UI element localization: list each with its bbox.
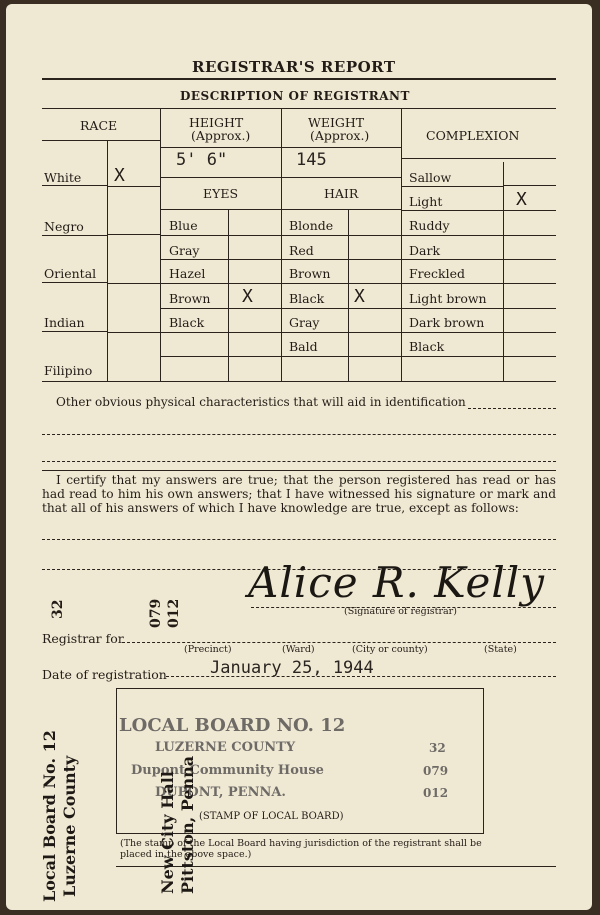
height-approx: (Approx.) — [191, 128, 251, 143]
complexion-check-mark: X — [516, 189, 527, 210]
weight-approx: (Approx.) — [310, 128, 370, 143]
other-characteristics-label: Other obvious physical characteristics that will aid in identification — [56, 395, 466, 409]
stamp-precinct: 32 — [429, 741, 446, 755]
weight-value: 145 — [296, 150, 327, 170]
grid-line — [401, 108, 402, 381]
grid-line — [503, 162, 504, 381]
hair-blonde: Blonde — [289, 218, 334, 233]
side-stamp-hall: New City Hall — [158, 771, 177, 894]
side-stamp-city: Pittston, Penna — [178, 755, 197, 894]
eyes-gray: Gray — [169, 243, 200, 258]
rule — [281, 283, 401, 284]
rule — [42, 381, 556, 382]
hair-black: Black — [289, 291, 325, 306]
ward-label: (Ward) — [282, 644, 315, 655]
city-label: (City or county) — [352, 644, 428, 655]
rule — [160, 209, 401, 210]
eyes-hazel: Hazel — [169, 266, 206, 281]
rule — [401, 235, 556, 236]
eyes-check-mark: X — [242, 286, 253, 307]
rule — [160, 235, 281, 236]
rule — [42, 108, 556, 109]
rule — [401, 356, 556, 357]
rule — [401, 283, 556, 284]
side-stamp-board: Local Board No. 12 — [40, 730, 59, 902]
date-value: January 25, 1944 — [210, 658, 374, 678]
rule — [160, 283, 281, 284]
eyes-brown: Brown — [169, 291, 211, 306]
race-indian: Indian — [44, 315, 85, 330]
complexion-black: Black — [409, 339, 445, 354]
race-negro: Negro — [44, 219, 84, 234]
rule — [160, 147, 401, 148]
precinct-value: 32 — [50, 599, 66, 619]
form-subtitle: DESCRIPTION OF REGISTRANT — [180, 89, 410, 103]
rule — [281, 356, 401, 357]
rule — [42, 235, 107, 236]
complexion-sallow: Sallow — [409, 170, 452, 185]
rule — [401, 259, 556, 260]
hair-check-mark: X — [354, 286, 365, 307]
stamp-caption: (STAMP OF LOCAL BOARD) — [199, 811, 344, 822]
hair-red: Red — [289, 243, 314, 258]
race-header: RACE — [80, 118, 118, 133]
complexion-light: Light — [409, 194, 443, 209]
complexion-dark-brown: Dark brown — [409, 315, 485, 330]
ward-value-2: 012 — [166, 598, 182, 628]
dashed-rule — [42, 461, 556, 462]
hair-bald: Bald — [289, 339, 318, 354]
weight-header: WEIGHT — [308, 115, 365, 130]
form-title: REGISTRAR'S REPORT — [192, 58, 396, 76]
hair-brown: Brown — [289, 266, 331, 281]
rule — [281, 259, 401, 260]
rule — [503, 185, 556, 186]
grid-line — [107, 140, 108, 381]
rule — [281, 235, 401, 236]
rule — [401, 158, 556, 159]
date-label: Date of registration — [42, 667, 167, 682]
complexion-light-brown: Light brown — [409, 291, 487, 306]
race-white: White — [44, 170, 82, 185]
rule — [107, 234, 160, 235]
stamp-city: DUPONT, PENNA. — [155, 785, 286, 800]
race-filipino: Filipino — [44, 363, 93, 378]
stamp-address: Dupont Community House — [131, 763, 324, 778]
rule — [42, 185, 107, 186]
eyes-header: EYES — [203, 186, 239, 201]
rule — [281, 332, 401, 333]
complexion-ruddy: Ruddy — [409, 218, 450, 233]
dashed-rule — [122, 642, 556, 643]
complexion-header: COMPLEXION — [426, 128, 520, 143]
rule — [107, 186, 160, 187]
rule — [160, 332, 281, 333]
hair-gray: Gray — [289, 315, 320, 330]
side-stamp-county: Luzerne County — [60, 755, 79, 897]
eyes-black: Black — [169, 315, 205, 330]
rule — [401, 186, 503, 187]
eyes-blue: Blue — [169, 218, 198, 233]
stamp-county: LUZERNE COUNTY — [155, 740, 296, 755]
grid-line — [281, 108, 282, 381]
stamp-ward-1: 079 — [423, 764, 449, 778]
grid-line — [160, 108, 161, 381]
certification-text: I certify that my answers are true; that the person registered has read or has had read to him his own answers; that I have witnessed his signature or mark and that all of his answers of which I have knowledge are true, except as follows: — [42, 473, 556, 515]
rule — [401, 210, 556, 211]
registrar-for-label: Registrar for — [42, 631, 124, 646]
stamp-ward-2: 012 — [423, 786, 449, 800]
race-check-mark: X — [114, 165, 125, 186]
rule — [160, 259, 281, 260]
rule — [281, 308, 401, 309]
stamp-board-number: LOCAL BOARD NO. 12 — [119, 715, 346, 736]
race-oriental: Oriental — [44, 266, 97, 281]
rule — [160, 308, 281, 309]
rule — [160, 356, 281, 357]
rule — [42, 282, 107, 283]
registrar-signature: Alice R. Kelly — [248, 558, 545, 607]
registration-card — [6, 4, 592, 910]
rule — [107, 283, 160, 284]
height-header: HEIGHT — [189, 115, 244, 130]
rule — [42, 470, 556, 471]
dashed-rule — [42, 434, 556, 435]
height-value: 5' 6" — [176, 150, 228, 170]
rule — [42, 78, 556, 80]
ward-value-1: 079 — [148, 598, 164, 628]
dashed-rule — [166, 676, 556, 677]
rule — [42, 331, 107, 332]
dashed-rule — [42, 539, 556, 540]
stamp-note: (The stamp of the Local Board having jurisdiction of the registrant shall be placed in the above space.) — [120, 838, 482, 860]
complexion-freckled: Freckled — [409, 266, 466, 281]
rule — [401, 332, 556, 333]
state-label: (State) — [484, 644, 517, 655]
precinct-label: (Precinct) — [184, 644, 232, 655]
hair-header: HAIR — [324, 186, 359, 201]
signature-caption: (Signature of registrar) — [344, 606, 457, 617]
complexion-dark: Dark — [409, 243, 441, 258]
rule — [401, 308, 556, 309]
dashed-rule — [468, 408, 556, 409]
rule — [160, 177, 401, 178]
rule — [42, 140, 160, 141]
rule — [107, 332, 160, 333]
